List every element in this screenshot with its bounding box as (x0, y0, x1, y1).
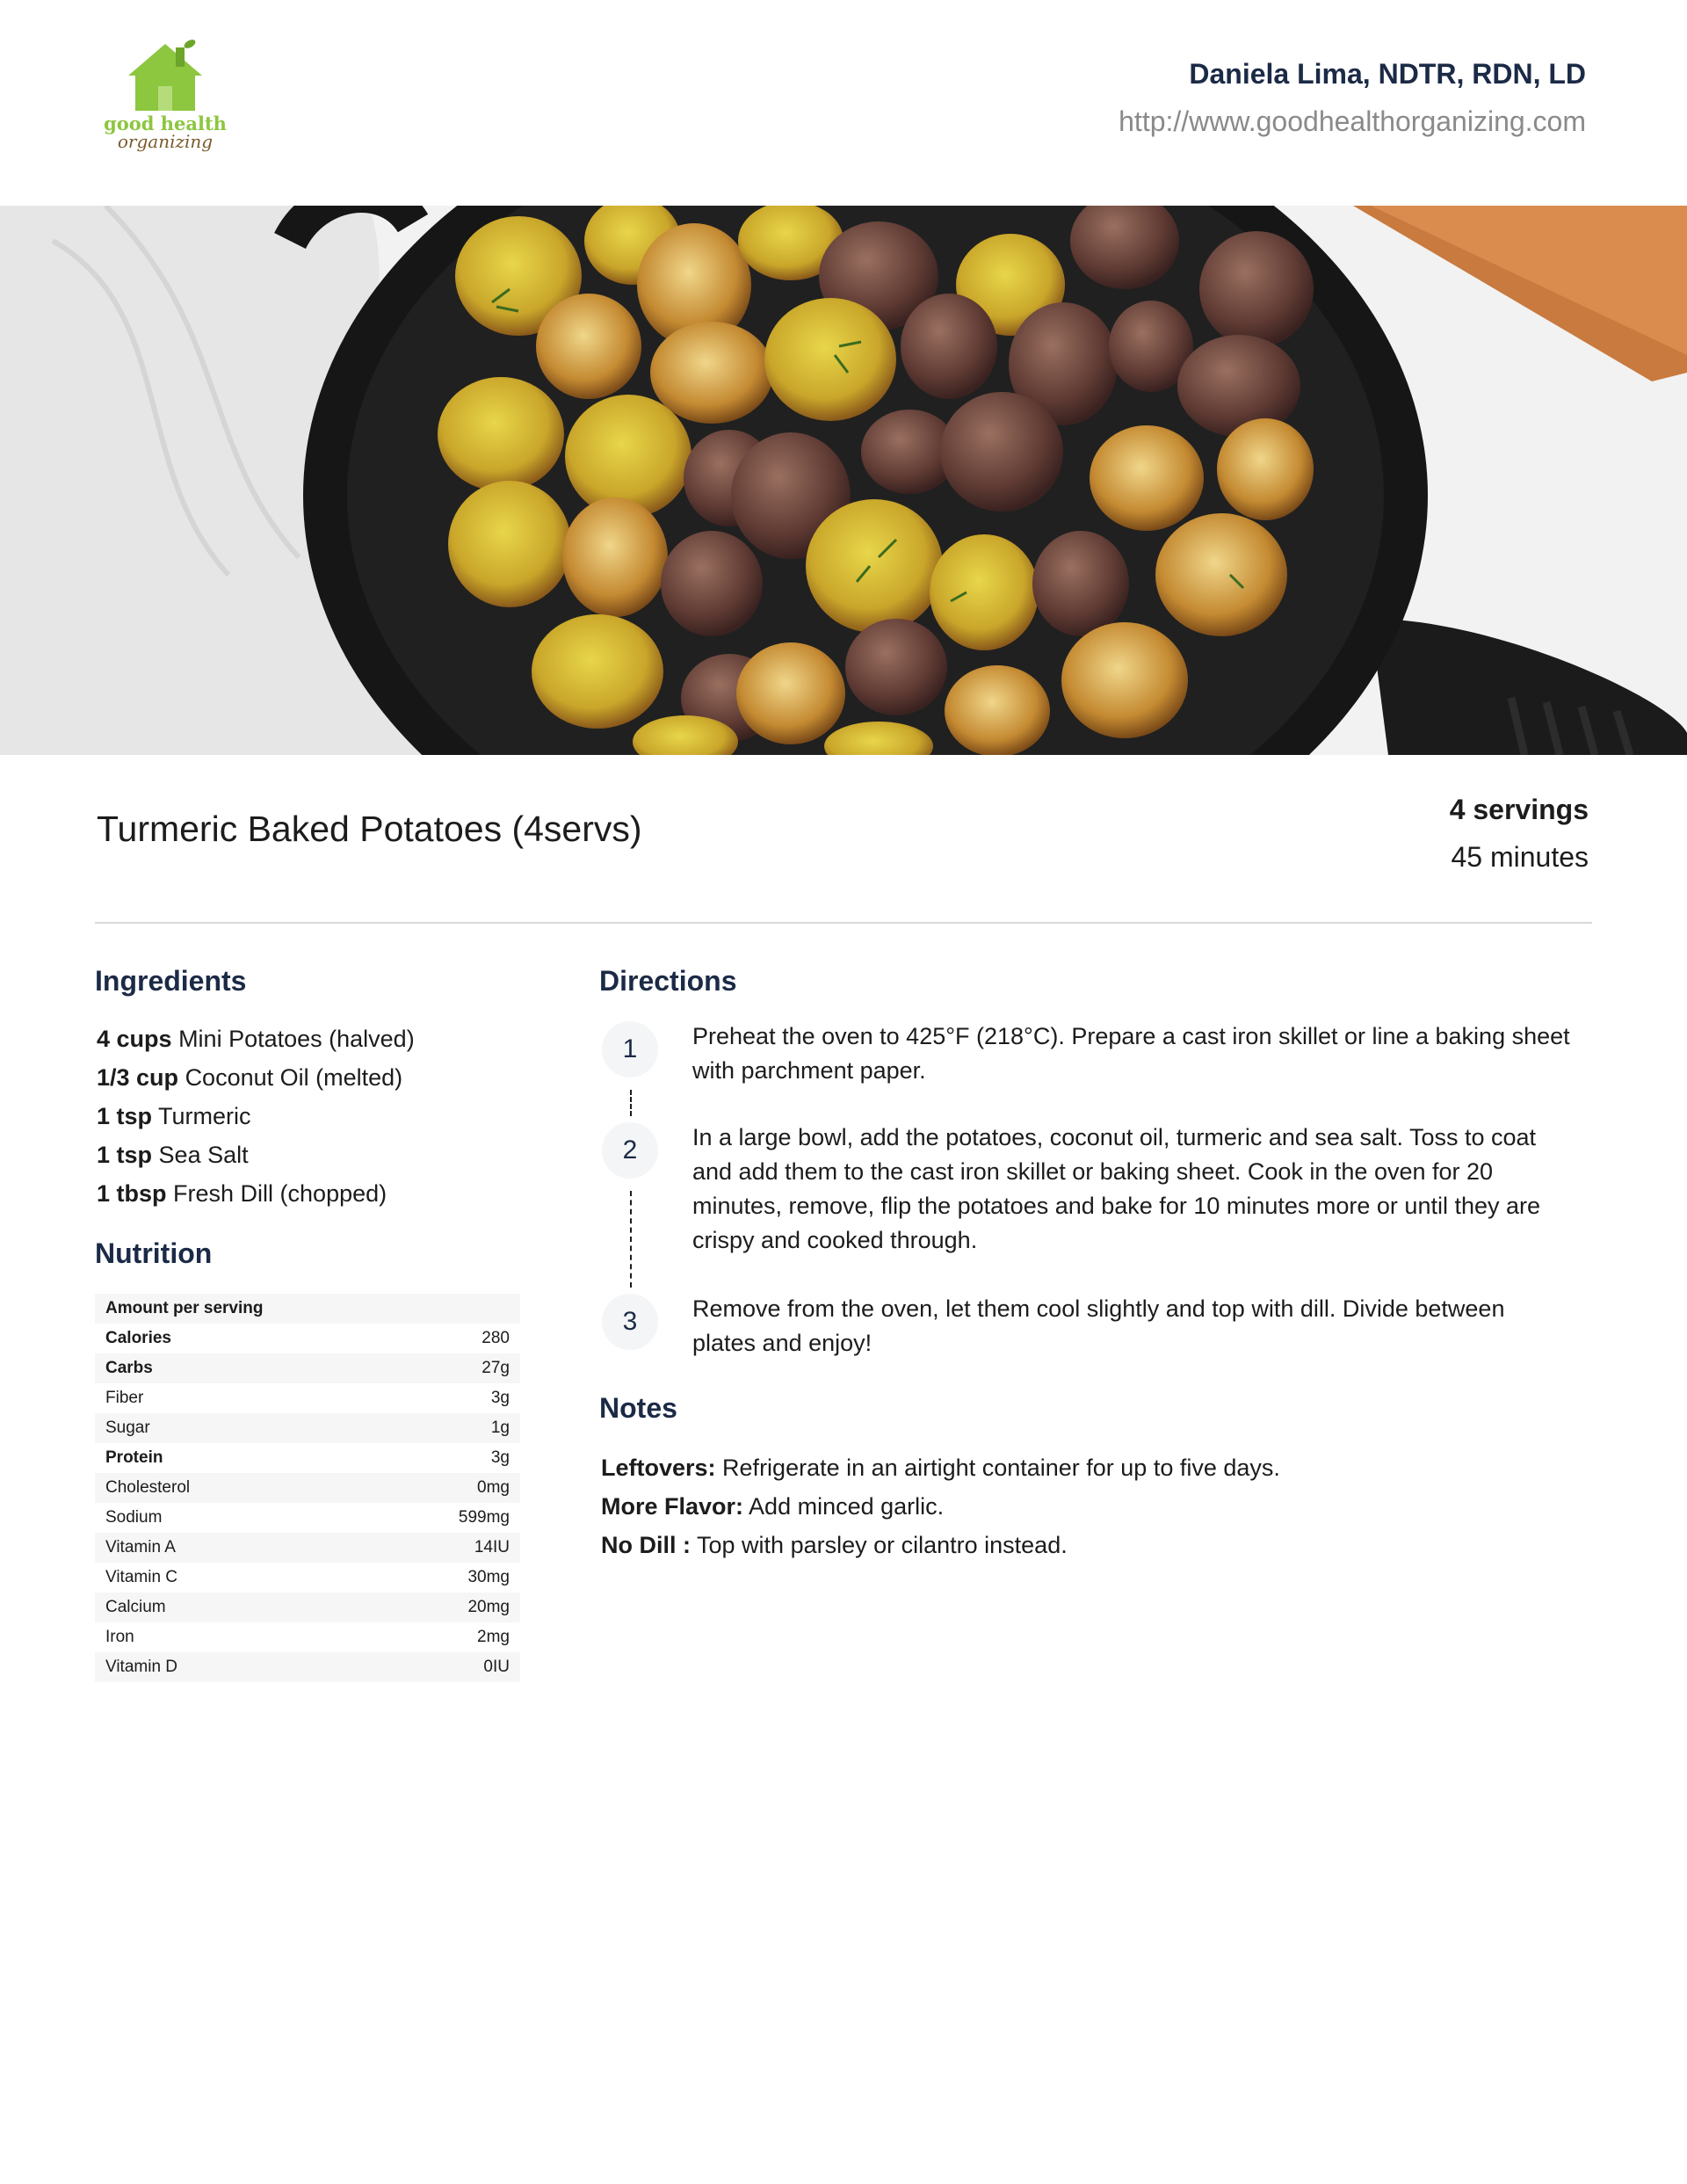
author-name: Daniela Lima, NDTR, RDN, LD (1189, 58, 1586, 90)
website-link[interactable]: http://www.goodhealthorganizing.com (1119, 105, 1586, 137)
ingredient-amount: 4 cups (97, 1026, 172, 1052)
step-number: 2 (602, 1122, 658, 1179)
note-text: Top with parsley or cilantro instead. (697, 1532, 1068, 1558)
ingredient-item (97, 1097, 554, 1136)
step-connector (630, 1090, 632, 1116)
logo-line2: organizing (117, 131, 214, 152)
recipe-title: Turmeric Baked Potatoes (4servs) (97, 809, 642, 849)
recipe-photo (0, 206, 1687, 755)
note-item (601, 1526, 1585, 1564)
nutrient-value: 599mg (458, 1508, 510, 1527)
nutrient-value: 14IU (474, 1538, 510, 1556)
nutrition-row (95, 1652, 520, 1682)
nutrition-row (95, 1353, 520, 1383)
brand-logo (104, 37, 227, 153)
nutrition-row (95, 1622, 520, 1652)
nutrition-row (95, 1533, 520, 1563)
nutrient-label: Vitamin C (105, 1568, 178, 1586)
nutrient-value: 1g (490, 1419, 510, 1437)
ingredient-name: Sea Salt (158, 1142, 249, 1168)
nutrient-label: Carbs (105, 1359, 153, 1377)
nutrition-header-row (95, 1294, 520, 1324)
servings-count: 4 servings (1449, 794, 1589, 825)
step-connector (630, 1191, 632, 1288)
nutrition-row (95, 1383, 520, 1413)
nutrient-label: Protein (105, 1448, 163, 1467)
ingredient-item (97, 1174, 554, 1213)
nutrient-label: Vitamin D (105, 1658, 178, 1676)
notes-list (601, 1448, 1585, 1564)
nutrient-value: 30mg (467, 1568, 510, 1586)
nutrient-value: 2mg (477, 1628, 510, 1646)
nutrition-row (95, 1324, 520, 1353)
total-time: 45 minutes (1451, 841, 1589, 873)
ingredient-item (97, 1058, 554, 1097)
note-text: Add minced garlic. (749, 1493, 945, 1520)
nutrient-value: 0mg (477, 1478, 510, 1497)
nutrition-heading: Nutrition (95, 1237, 213, 1269)
nutrient-value: 3g (490, 1448, 510, 1467)
ingredient-name: Mini Potatoes (halved) (178, 1026, 415, 1052)
note-item (601, 1487, 1585, 1526)
nutrient-value: 27g (481, 1359, 510, 1377)
nutrient-label: Fiber (105, 1389, 144, 1407)
ingredient-name: Coconut Oil (melted) (185, 1064, 403, 1091)
nutrient-value: 20mg (467, 1598, 510, 1616)
ingredient-amount: 1 tsp (97, 1103, 153, 1129)
nutrient-label: Iron (105, 1628, 134, 1646)
nutrition-row (95, 1563, 520, 1593)
directions-heading: Directions (599, 965, 737, 997)
amount-per-serving-label: Amount per serving (105, 1299, 264, 1317)
ingredient-amount: 1 tbsp (97, 1180, 167, 1207)
note-label: Leftovers: (601, 1455, 716, 1481)
nutrition-table (95, 1294, 520, 1682)
note-label: More Flavor: (601, 1493, 744, 1520)
nutrient-label: Sugar (105, 1419, 150, 1437)
directions-list (600, 1019, 1593, 1371)
nutrient-value: 0IU (483, 1658, 510, 1676)
nutrient-label: Cholesterol (105, 1478, 191, 1497)
nutrition-row (95, 1503, 520, 1533)
ingredient-name: Turmeric (158, 1103, 251, 1129)
logo-line1: good health (104, 112, 227, 134)
nutrient-label: Vitamin A (105, 1538, 176, 1556)
ingredient-item (97, 1019, 554, 1058)
ingredients-list (97, 1019, 554, 1213)
nutrition-row (95, 1593, 520, 1622)
step-text: Remove from the oven, let them cool slightly and top with dill. Divide between plates and enjoy! (692, 1295, 1505, 1356)
step-number: 1 (602, 1021, 658, 1077)
ingredients-heading: Ingredients (95, 965, 247, 997)
ingredient-amount: 1/3 cup (97, 1064, 179, 1091)
step-text: Preheat the oven to 425°F (218°C). Prepare a cast iron skillet or line a baking sheet with parchment paper. (692, 1023, 1570, 1084)
ingredient-item (97, 1136, 554, 1174)
note-text: Refrigerate in an airtight container for up to five days. (722, 1455, 1280, 1481)
nutrient-value: 3g (490, 1389, 510, 1407)
note-item (601, 1448, 1585, 1487)
nutrition-row (95, 1413, 520, 1443)
note-label: No Dill : (601, 1532, 691, 1558)
nutrient-label: Calories (105, 1329, 171, 1347)
ingredient-name: Fresh Dill (chopped) (173, 1180, 387, 1207)
step-number: 3 (602, 1294, 658, 1350)
step-text: In a large bowl, add the potatoes, coconut oil, turmeric and sea salt. Toss to coat and add them to the cast iron skillet or baking sheet. Cook in the oven for 20 minutes, remove, flip the potatoes and bake for 10 minutes more or until they are crispy and cooked through. (692, 1124, 1541, 1253)
nutrition-row (95, 1443, 520, 1473)
ingredient-amount: 1 tsp (97, 1142, 153, 1168)
nutrient-label: Calcium (105, 1598, 166, 1616)
nutrient-value: 280 (481, 1329, 510, 1347)
section-divider (95, 922, 1592, 924)
notes-heading: Notes (599, 1392, 677, 1424)
nutrition-row (95, 1473, 520, 1503)
nutrient-label: Sodium (105, 1508, 163, 1527)
